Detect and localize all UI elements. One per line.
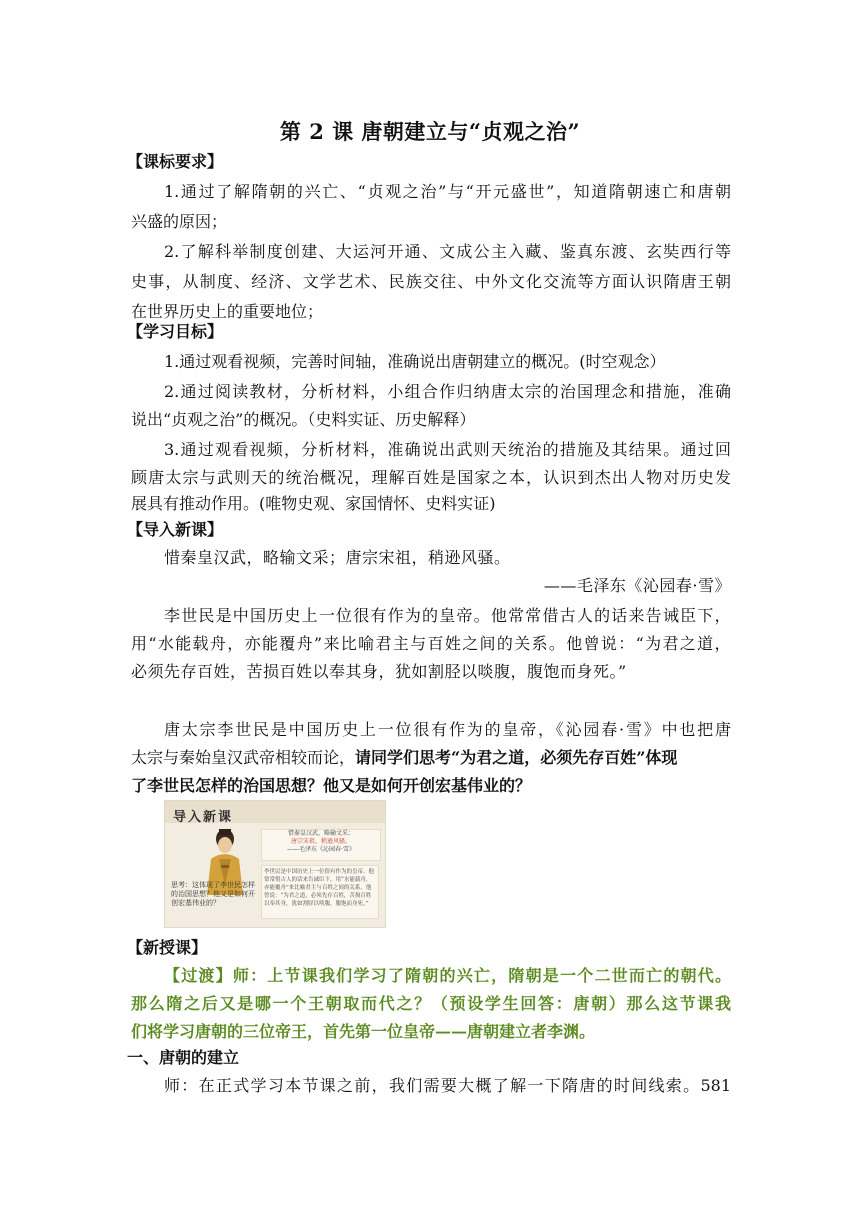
slide-title: 导入新课 xyxy=(173,810,234,825)
poem-source: ——毛泽东《沁园春·雪》 xyxy=(543,576,731,595)
slide-poem-line1: 惜秦皇汉武，略输文采； xyxy=(287,830,354,837)
standard-2-line1: 2.了解科举制度创建、大运河开通、文成公主入藏、鉴真东渡、玄奘西行等 xyxy=(164,242,731,261)
slide-poem-line3: ——毛泽东《沁园春·雪》 xyxy=(287,846,355,853)
slide-poem-line2: 唐宗宋祖，稍逊风骚。 xyxy=(290,838,351,845)
goal-3-line3: 展具有推动作用。(唯物史观、家国情怀、史料实证) xyxy=(131,494,496,513)
transition-line3: 们将学习唐朝的三位帝王，首先第一位皇帝——唐朝建立者李渊。 xyxy=(131,1022,596,1041)
slide-quote-box: 李世民是中国历史上一位很有作为的皇帝。他常常借古人的话来告诫臣下，用“水能载舟，亦能覆舟”来比喻君主与百姓之间的关系。他曾说：“为君之道，必须先存百姓，苦损百姓以奉其身，犹如割胫以啖腹，腹饱而身死。” xyxy=(261,865,379,919)
para-line3: 了李世民怎样的治国思想？他又是如何开创宏基伟业的？ xyxy=(131,776,532,795)
para-line1: 唐太宗李世民是中国历史上一位很有作为的皇帝，《沁园春·雪》中也把唐 xyxy=(164,720,731,739)
slide-poem-box xyxy=(261,829,381,861)
transition-line1: 【过渡】师：上节课我们学习了隋朝的兴亡，隋朝是一个二世而亡的朝代。 xyxy=(164,966,731,985)
section-goals-heading: 【学习目标】 xyxy=(127,322,224,341)
heading-tang-founding: 一、唐朝的建立 xyxy=(127,1048,240,1067)
teacher-line: 师：在正式学习本节课之前，我们需要大概了解一下隋唐的时间线索。581 xyxy=(164,1076,731,1095)
intro-slide-image xyxy=(164,800,386,928)
goal-2-line2: 说出“贞观之治”的概况。（史料实证、历史解释） xyxy=(131,410,476,429)
goal-2-line1: 2.通过阅读教材，分析材料，小组合作归纳唐太宗的治国理念和措施，准确 xyxy=(164,382,731,401)
goal-3-line1: 3.通过观看视频，分析材料，准确说出武则天统治的措施及其结果。通过回 xyxy=(164,440,731,459)
section-standard-heading: 【课标要求】 xyxy=(127,152,224,171)
quote-line2: 用“水能载舟，亦能覆舟”来比喻君主与百姓之间的关系。他曾说：“为君之道， xyxy=(131,634,731,653)
standard-1-line1: 1.通过了解隋朝的兴亡、“贞观之治”与“开元盛世”，知道隋朝速亡和唐朝 xyxy=(164,182,731,201)
quote-line1: 李世民是中国历史上一位很有作为的皇帝。他常常借古人的话来告诫臣下， xyxy=(164,606,731,625)
standard-2-line2: 史事，从制度、经济、文学艺术、民族交往、中外文化交流等方面认识隋唐王朝 xyxy=(131,272,731,291)
para-line2-bold: 请同学们思考“为君之道，必须先存百姓”体现 xyxy=(355,748,678,767)
goal-1: 1.通过观看视频，完善时间轴，准确说出唐朝建立的概况。(时空观念） xyxy=(164,352,666,371)
lesson-title: 第 2 课 唐朝建立与“贞观之治” xyxy=(279,119,581,144)
goal-3-line2: 顾唐太宗与武则天的统治概况，理解百姓是国家之本，认识到杰出人物对历史发 xyxy=(131,468,731,487)
standard-1-line2: 兴盛的原因； xyxy=(131,212,228,231)
para-line2-plain: 太宗与秦始皇汉武帝相较而论， xyxy=(131,748,356,767)
transition-line2: 那么隋之后又是哪一个王朝取而代之？（预设学生回答：唐朝）那么这节课我 xyxy=(131,994,731,1013)
slide-think-text: 思考：这体现了李世民怎样的治国思想？他又是如何开创宏基伟业的？ xyxy=(171,881,255,907)
section-intro-heading: 【导入新课】 xyxy=(127,520,224,539)
section-new-heading: 【新授课】 xyxy=(127,938,208,957)
standard-2-line3: 在世界历史上的重要地位； xyxy=(131,302,324,321)
intro-poem: 惜秦皇汉武，略输文采；唐宗宋祖，稍逊风骚。 xyxy=(164,548,511,567)
quote-line3: 必须先存百姓，苦损百姓以奉其身，犹如割胫以啖腹，腹饱而身死。” xyxy=(131,662,627,681)
para-line2 xyxy=(131,748,731,768)
